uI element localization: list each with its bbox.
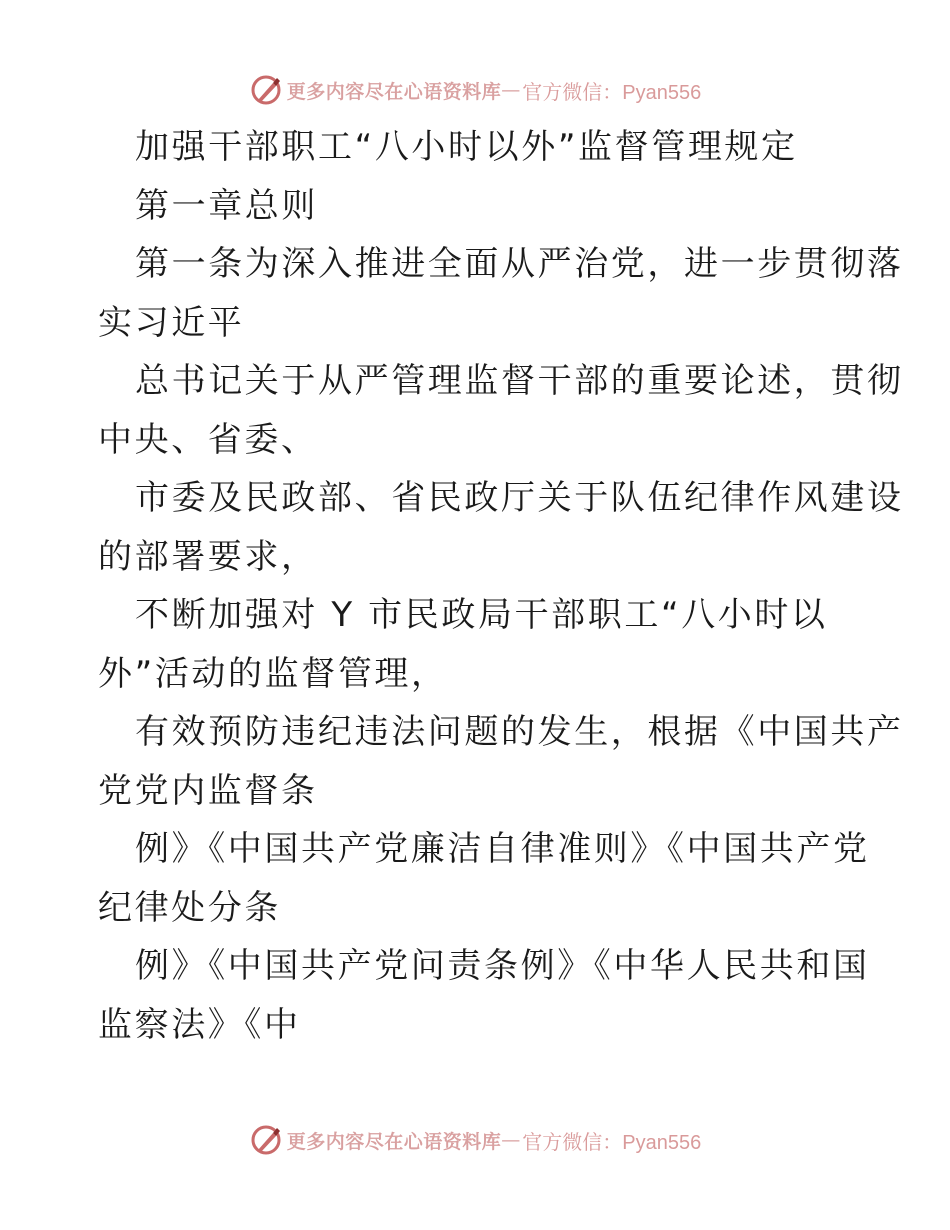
paragraph-line: 例》《中国共产党问责条例》《中华人民共和国 [135, 946, 870, 986]
watermark-separator: — [501, 79, 521, 101]
paragraph-line: 例》《中国共产党廉洁自律准则》《中国共产党 [135, 829, 870, 869]
pen-logo-icon [249, 1123, 283, 1157]
paragraph-line: 的部署要求， [98, 536, 318, 577]
paragraph-line: 中央、省委、 [98, 419, 318, 460]
document-body [98, 118, 904, 1054]
chapter-heading: 第一章总则 [135, 185, 318, 226]
paragraph-line: 纪律处分条 [98, 887, 281, 928]
paragraph-line: 实习近平 [98, 302, 245, 343]
watermark-text: 更多内容尽在心语资料库 [286, 1130, 502, 1153]
watermark-wechat: 官方微信：Pyan556 [522, 1131, 702, 1154]
watermark-wechat: 官方微信：Pyan556 [522, 81, 702, 104]
pen-logo-icon [249, 73, 283, 107]
paragraph-line: 监察法》《中 [98, 1004, 301, 1045]
header-watermark [0, 70, 950, 110]
watermark-separator: — [501, 1129, 521, 1151]
paragraph-line: 市委及民政部、省民政厅关于队伍纪律作风建设 [135, 478, 904, 518]
paragraph-line: 有效预防违纪违法问题的发生，根据《中国共产 [135, 712, 904, 752]
footer-watermark [0, 1120, 950, 1160]
paragraph-line: 第一条为深入推进全面从严治党，进一步贯彻落 [135, 244, 904, 284]
document-title: 加强干部职工“八小时以外”监督管理规定 [135, 127, 798, 167]
watermark-text: 更多内容尽在心语资料库 [286, 80, 502, 103]
paragraph-line: 外”活动的监督管理， [98, 653, 448, 694]
paragraph-line: 不断加强对 Y 市民政局干部职工“八小时以 [135, 595, 828, 635]
paragraph-line: 总书记关于从严管理监督干部的重要论述，贯彻 [135, 361, 904, 401]
paragraph-line: 党党内监督条 [98, 770, 318, 811]
